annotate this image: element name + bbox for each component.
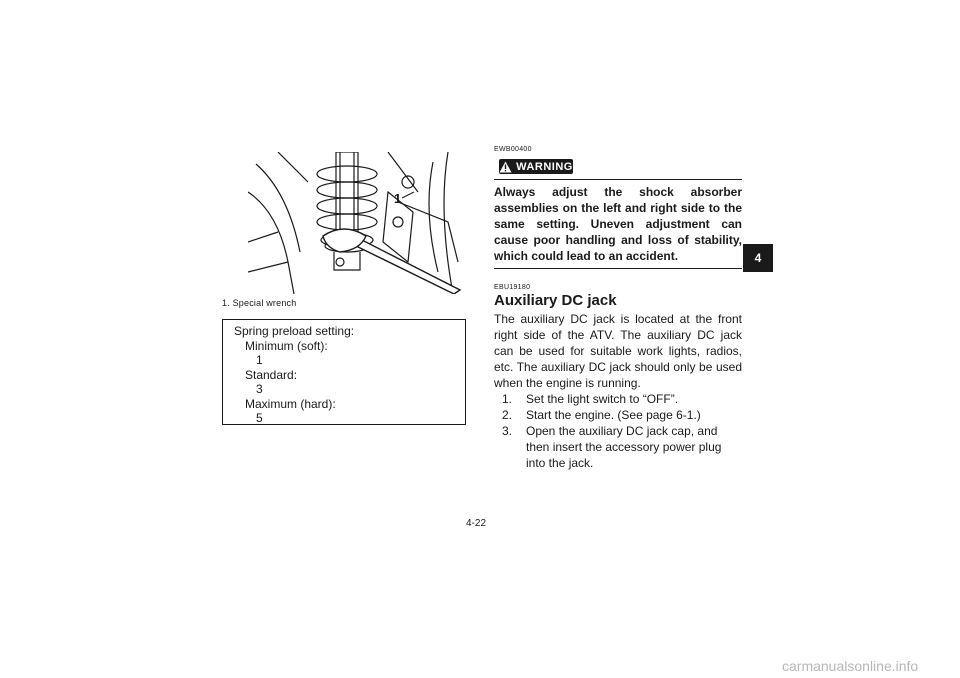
- warning-triangle-icon: [499, 161, 512, 173]
- figure-caption: 1. Special wrench: [222, 298, 297, 308]
- page-number: 4-22: [466, 518, 487, 529]
- step-number: 2.: [502, 408, 513, 422]
- spec-row-label: Standard:: [245, 367, 298, 382]
- spec-row-value: 1: [256, 353, 263, 367]
- step-text: Set the light switch to “OFF”.: [526, 392, 679, 406]
- right-column: [494, 146, 742, 471]
- step-number: 3.: [502, 424, 513, 438]
- warning-code: EWB00400: [494, 146, 532, 153]
- warning-badge: [499, 159, 573, 174]
- section-paragraph: The auxiliary DC jack is located at the front right side of the ATV. The auxiliary DC jack can be used for suitable work lights, radios, etc. The auxiliary DC jack should only be used when the engine is running.: [494, 312, 742, 390]
- step-text: Open the auxiliary DC jack cap, and then insert the accessory power plug into the jack.: [526, 424, 722, 470]
- step-text: Start the engine. (See page 6-1.): [526, 408, 701, 422]
- steps-list: [494, 391, 742, 471]
- warning-header: [494, 157, 742, 180]
- spec-title: Spring preload setting:: [234, 324, 355, 338]
- list-item: [502, 391, 742, 407]
- shock-absorber-figure: [248, 152, 466, 294]
- spring-preload-spec-box: [222, 319, 466, 425]
- section-code: EBU19180: [494, 284, 531, 291]
- warning-end-rule: [494, 268, 742, 269]
- warning-label: WARNING: [516, 160, 573, 173]
- figure-callout-1: 1: [394, 191, 402, 206]
- section-heading: Auxiliary DC jack: [494, 292, 617, 309]
- chapter-tab: 4: [743, 244, 773, 272]
- spec-row-value: 3: [256, 382, 263, 396]
- spec-row-label: Maximum (hard):: [245, 396, 336, 411]
- shock-absorber-illustration: [248, 152, 466, 294]
- spec-row-value: 5: [256, 411, 263, 425]
- warning-text: Always adjust the shock absorber assemblies on the left and right side to the same setting. Uneven adjustment can cause poor handling and loss of stability, which could lead to an accident.: [494, 185, 742, 263]
- watermark-text: carmanualsonline.info: [782, 658, 919, 674]
- list-item: [502, 423, 742, 471]
- list-item: [502, 407, 742, 423]
- step-number: 1.: [502, 392, 513, 406]
- spec-row-label: Minimum (soft):: [245, 338, 328, 353]
